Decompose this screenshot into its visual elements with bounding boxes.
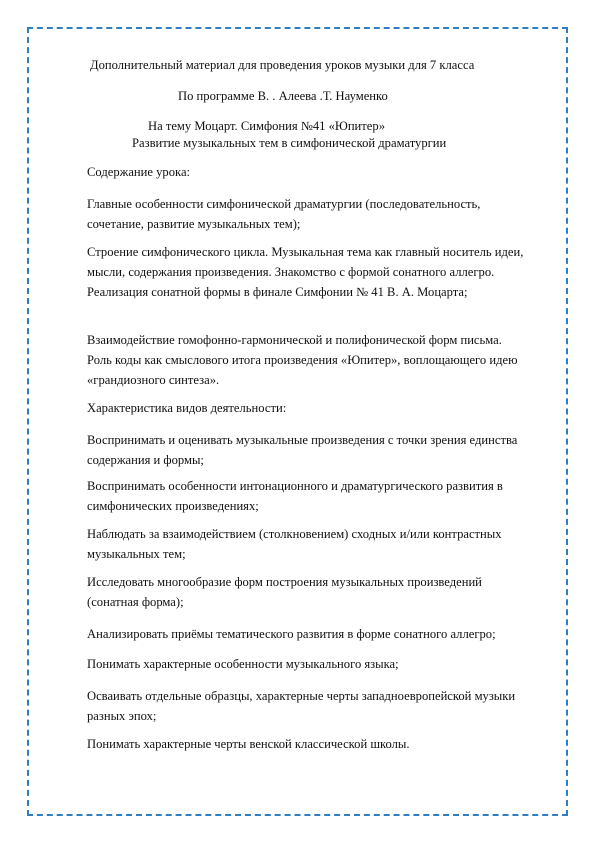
activity-item: Понимать характерные особенности музыкального языка; — [87, 657, 399, 671]
activity-item: Понимать характерные черты венской классической школы. — [87, 737, 410, 751]
activities-heading: Характеристика видов деятельности: — [87, 401, 287, 415]
header-line-2: По программе В. . Алеева .Т. Науменко — [178, 89, 388, 103]
lesson-subtitle: Развитие музыкальных тем в симфонической драматургии — [132, 136, 447, 150]
activity-item: Воспринимать особенности интонационного и драматургического развития в симфонических произведениях; — [87, 479, 503, 513]
content-item: Главные особенности симфонической драматургии (последовательность, сочетание, развитие музыкальных тем); — [87, 197, 481, 231]
lesson-topic: На тему Моцарт. Симфония №41 «Юпитер» — [148, 119, 385, 133]
activity-item: Воспринимать и оценивать музыкальные произведения с точки зрения единства содержания и формы; — [87, 433, 518, 467]
activity-item: Исследовать многообразие форм построения музыкальных произведений (сонатная форма); — [87, 575, 482, 609]
content-heading: Содержание урока: — [87, 165, 191, 179]
content-item: Взаимодействие гомофонно-гармонической и полифонической форм письма. Роль коды как смыслового итога произведения «Юпитер», воплощающего идею «грандиозного синтеза». — [87, 333, 518, 387]
header-line-1: Дополнительный материал для проведения уроков музыки для 7 класса — [90, 58, 475, 72]
activity-item: Анализировать приёмы тематического развития в форме сонатного аллегро; — [87, 627, 496, 641]
content-item: Строение симфонического цикла. Музыкальная тема как главный носитель идеи, мысли, содержания произведения. Знакомство с формой сонатного аллегро. Реализация сонатной формы в финале Симфонии № 41 В. А. Моцарта; — [87, 245, 524, 299]
activity-item: Наблюдать за взаимодействием (столкновением) сходных и/или контрастных музыкальных тем; — [87, 527, 502, 561]
activity-item: Осваивать отдельные образцы, характерные черты западноевропейской музыки разных эпох; — [87, 689, 516, 723]
